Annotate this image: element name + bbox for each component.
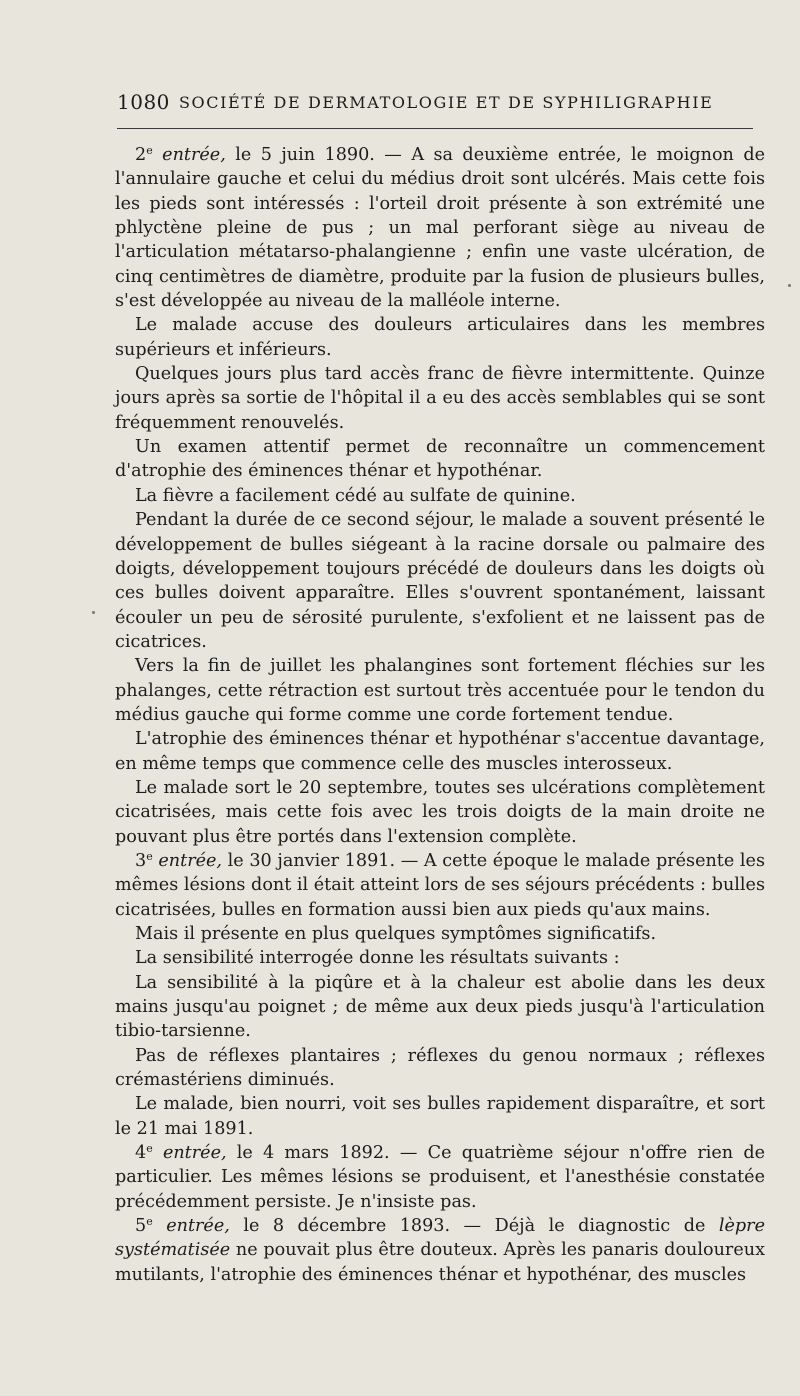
entry-label: entrée, [158, 850, 223, 871]
paragraph: Pendant la durée de ce second séjour, le malade a souvent présenté le développement de bulles siégeant à la racine dorsale ou palmaire des doigts, développement toujours précédé de douleurs dans les doigts où ces bulles doivent apparaître. Elles s'ouvrent spontanément, laissant écouler un peu de sérosité purulente, s'exfolient et ne laissent pas de cicatrices. [115, 510, 765, 652]
paragraph [115, 1141, 765, 1214]
paragraph: Quelques jours plus tard accès franc de fièvre intermittente. Quinze jours après sa sortie de l'hôpital il a eu des accès semblables qui se sont fréquemment renouvelés. [115, 364, 765, 433]
entry-label: entrée, [162, 145, 226, 165]
paragraph-text: le 8 décembre 1893. — Déjà le diagnostic de [229, 1216, 719, 1237]
paragraph [115, 1214, 765, 1287]
italic-term: lèpre systématisée [115, 1216, 765, 1261]
entry-number: 5 [135, 1216, 147, 1237]
page-number: 1080 [117, 90, 170, 114]
body-text [115, 143, 765, 1287]
ordinal-suffix: e [146, 1215, 153, 1229]
margin-speck [788, 284, 791, 287]
running-title: SOCIÉTÉ DE DERMATOLOGIE ET DE SYPHILIGRAPHIE [179, 93, 714, 112]
paragraph: Pas de réflexes plantaires ; réflexes du genou normaux ; réflexes crémastériens diminués. [115, 1045, 765, 1091]
paragraph: La fièvre a facilement cédé au sulfate de quinine. [135, 485, 576, 506]
paragraph-text: le 5 juin 1890. — A sa deuxième entrée, le moignon de l'annulaire gauche et celui du médius droit sont ulcérés. Mais cette fois les pieds sont intéressés : l'orteil droit présente à son extrémité une phlyctène pleine de pus ; un mal perforant siège au niveau de l'articulation métatarso-phalangienne ; enfin une vaste ulcération, de cinq centimètres de diamètre, produite par la fusion de plusieurs bulles, s'est développée au niveau de la malléole interne. [115, 145, 765, 312]
paragraph: Le malade sort le 20 septembre, toutes ses ulcérations complètement cicatrisées, mais cette fois avec les trois doigts de la main droite ne pouvant plus être portés dans l'extension complète. [115, 777, 765, 847]
entry-label: entrée, [166, 1216, 230, 1237]
paragraph-text: le 4 mars 1892. — Ce quatrième séjour n'offre rien de particulier. Les mêmes lésions se produisent, et l'anesthésie constatée précédemment persiste. Je n'insiste pas. [115, 1143, 765, 1212]
paragraph-text: ne pouvait plus être douteux. Après les panaris douloureux mutilants, l'atrophie des éminences thénar et hypothénar, des muscles [115, 1240, 765, 1285]
paragraph [115, 143, 765, 313]
ordinal-suffix: e [146, 849, 153, 863]
paragraph: Le malade, bien nourri, voit ses bulles rapidement disparaître, et sort le 21 mai 1891. [115, 1094, 765, 1139]
paragraph: Le malade accuse des douleurs articulaires dans les membres supérieurs et inférieurs. [115, 315, 765, 360]
entry-number: 4 [135, 1143, 147, 1164]
paragraph [115, 849, 765, 922]
paragraph: Un examen attentif permet de reconnaître un commencement d'atrophie des éminences thénar et hypothénar. [115, 437, 765, 482]
entry-label: entrée, [162, 1143, 227, 1164]
header-rule [117, 128, 753, 129]
entry-number: 2 [135, 145, 147, 165]
paragraph: Mais il présente en plus quelques symptômes significatifs. [135, 924, 657, 944]
paragraph-text: le 30 janvier 1891. — A cette époque le malade présente les mêmes lésions dont il était atteint lors de ses séjours précédents : bulles cicatrisées, bulles en formation aussi bien aux pieds qu'aux mains. [115, 850, 766, 920]
paragraph: La sensibilité à la piqûre et à la chaleur est abolie dans les deux mains jusqu'au poignet ; de même aux deux pieds jusqu'à l'articulation tibio-tarsienne. [115, 972, 765, 1042]
running-header [117, 90, 757, 116]
ordinal-suffix: e [146, 144, 153, 157]
paragraph: Vers la fin de juillet les phalangines sont fortement fléchies sur les phalanges, cette rétraction est surtout très accentuée pour le tendon du médius gauche qui forme comme une corde fortement tendue. [115, 656, 765, 725]
margin-speck [92, 611, 95, 614]
paragraph: L'atrophie des éminences thénar et hypothénar s'accentue davantage, en même temps que commence celle des muscles interosseux. [115, 729, 765, 774]
paragraph: La sensibilité interrogée donne les résultats suivants : [135, 948, 620, 969]
ordinal-suffix: e [146, 1142, 153, 1156]
entry-number: 3 [135, 850, 147, 871]
